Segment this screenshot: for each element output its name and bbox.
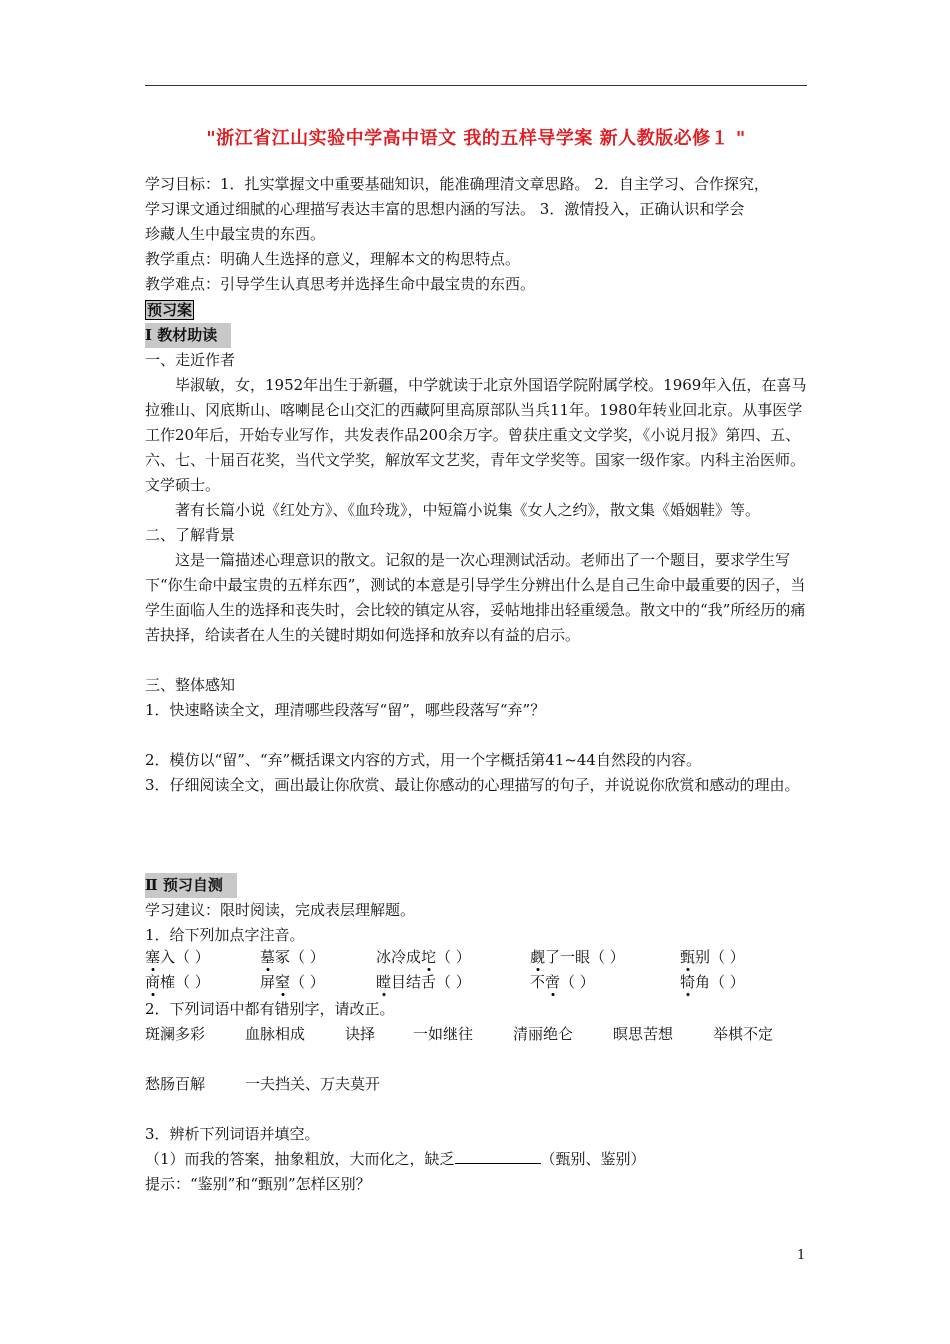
- section-2-label: Ⅱ 预习自测: [145, 873, 237, 898]
- typo-word: 血脉相成: [245, 1025, 306, 1043]
- self-test-question-2: 2．下列词语中都有错别字，请改正。: [145, 1000, 395, 1018]
- overall-question-1: 1．快速略读全文，理清哪些段落写“留”，哪些段落写“弃”？: [145, 701, 546, 719]
- overall-question-2: 2．模仿以“留”、“弃”概括课文内容的方式，用一个字概括第41~44自然段的内容。: [145, 751, 701, 769]
- answer-blank[interactable]: [455, 1149, 541, 1164]
- pinyin-row-1: [145, 946, 807, 968]
- header-rule: [145, 85, 807, 86]
- pinyin-item: 甄别（ ）: [680, 948, 745, 966]
- pinyin-item: 商榷（ ）: [145, 973, 210, 991]
- background-paragraph: 这是一篇描述心理意识的散文。记叙的是一次心理测试活动。老师出了一个题目，要求学生写下“你生命中最宝贵的五样东西”，测试的本意是引导学生分辨出什么是自己生命中最重要的因子，当学生面临人生的选择和丧失时，会比较的镇定从容，妥帖地排出轻重缓急。散文中的“我”所经历的痛苦抉择，给读者在人生的关键时期如何选择和放弃以有益的启示。: [145, 551, 806, 644]
- section-1-label: Ⅰ 教材助读: [145, 323, 231, 348]
- pinyin-item: 犄角（ ）: [680, 973, 745, 991]
- pinyin-row-2: [145, 971, 807, 993]
- pinyin-item: 墓冢（ ）: [260, 948, 325, 966]
- study-advice: 学习建议：限时阅读，完成表层理解题。: [145, 901, 416, 919]
- typo-word: 一如继往: [413, 1025, 474, 1043]
- preview-case-label: 预习案: [147, 301, 193, 319]
- typo-words-row-1: [145, 1023, 807, 1045]
- typo-word: 诀择: [345, 1025, 376, 1043]
- background-heading: 二、了解背景: [145, 526, 236, 544]
- pinyin-item: 不啻（ ）: [530, 973, 595, 991]
- typo-word: 举棋不定: [713, 1025, 774, 1043]
- objectives-line-3: 珍藏人生中最宝贵的东西。: [145, 225, 326, 243]
- pinyin-item: 冰冷成坨（ ）: [376, 948, 471, 966]
- typo-word: 一夫挡关、万夫莫开: [245, 1075, 381, 1093]
- pinyin-item: 屏窒（ ）: [260, 973, 325, 991]
- pinyin-item: 塞入（ ）: [145, 948, 210, 966]
- typo-word: 清丽绝仑: [513, 1025, 574, 1043]
- document-title: "浙江省江山实验中学高中语文 我的五样导学案 新人教版必修１ ": [206, 128, 746, 149]
- fill-blank-item-1: （1）而我的答案，抽象粗放，大而化之，缺乏 （甄别、鉴别）: [145, 1150, 646, 1168]
- typo-word: 愁肠百解: [145, 1075, 206, 1093]
- teaching-key-point: 教学重点：明确人生选择的意义，理解本文的构思特点。: [145, 250, 521, 268]
- objectives-line-1: 学习目标：1．扎实掌握文中重要基础知识，能准确理清文章思路。 2．自主学习、合作探究，: [145, 175, 769, 193]
- overall-question-3: 3．仔细阅读全文，画出最让你欣赏、最让你感动的心理描写的句子，并说说你欣赏和感动的理由。: [145, 776, 800, 794]
- pinyin-item: 瞠目结舌（ ）: [376, 973, 471, 991]
- page-number: 1: [797, 1248, 806, 1263]
- self-test-question-3: 3．辨析下列词语并填空。: [145, 1125, 320, 1143]
- pinyin-item: 觑了一眼（ ）: [530, 948, 625, 966]
- author-heading: 一、走近作者: [145, 351, 236, 369]
- objectives-line-2: 学习课文通过细腻的心理描写表达丰富的思想内涵的写法。 3．激情投入，正确认识和学会: [145, 200, 745, 218]
- teaching-difficulty: 教学难点：引导学生认真思考并选择生命中最宝贵的东西。: [145, 275, 536, 293]
- section-1-heading: [145, 323, 807, 348]
- preview-case-heading: [145, 298, 807, 323]
- section-2-heading: [145, 873, 807, 898]
- overall-heading: 三、整体感知: [145, 676, 236, 694]
- typo-word: 斑澜多彩: [145, 1025, 206, 1043]
- hint-text: 提示：“鉴别”和“甄别”怎样区别？: [145, 1175, 371, 1193]
- author-paragraph-1: 毕淑敏，女，1952年出生于新疆，中学就读于北京外国语学院附属学校。1969年入伍，在喜马拉雅山、冈底斯山、喀喇昆仑山交汇的西藏阿里高原部队当兵11年。1980年转业回北京。从事医学工作20年后，开始专业写作，共发表作品200余万字。曾获庄重文文学奖，《小说月报》第四、五、六、七、十届百花奖，当代文学奖，解放军文艺奖，青年文学奖等。国家一级作家。内科主治医师。文学硕士。: [145, 376, 807, 494]
- typo-words-row-2: [145, 1073, 807, 1095]
- typo-word: 暝思苦想: [613, 1025, 674, 1043]
- self-test-question-1: 1．给下列加点字注音。: [145, 926, 305, 944]
- author-paragraph-2: 著有长篇小说《红处方》、《血玲珑》，中短篇小说集《女人之约》，散文集《婚姻鞋》等。: [175, 501, 761, 519]
